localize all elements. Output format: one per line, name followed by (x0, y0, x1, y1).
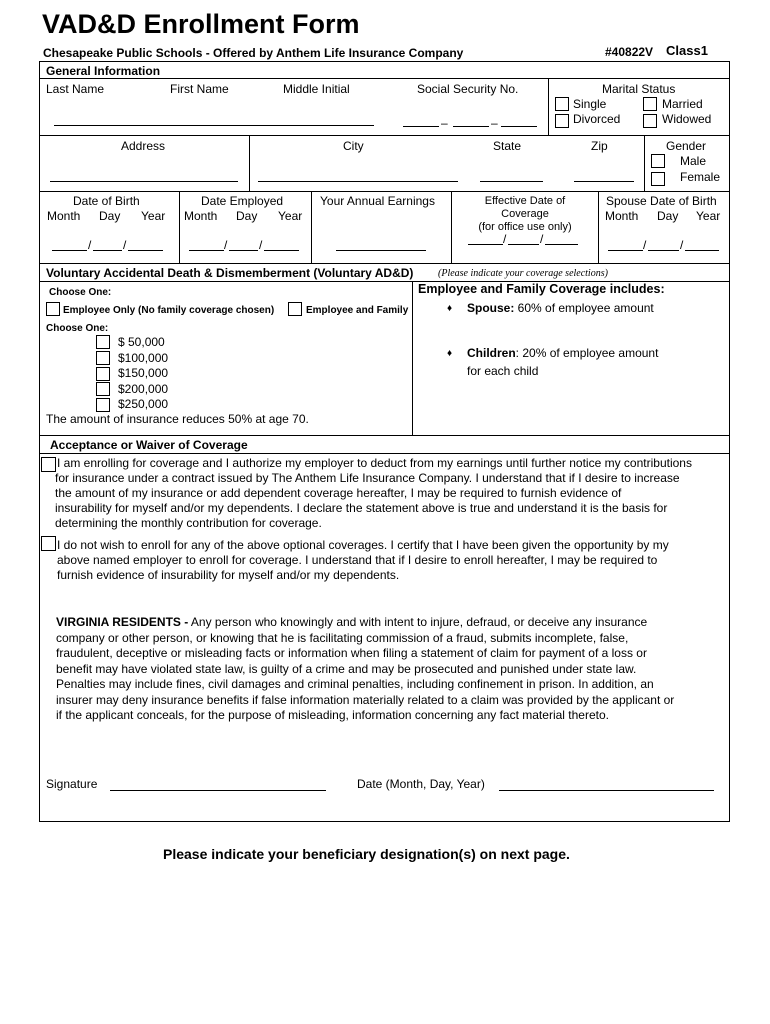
month-label: Month (47, 209, 81, 223)
day-label: Day (99, 209, 121, 223)
bullet-icon: ♦ (447, 303, 453, 314)
employee-only-checkbox[interactable] (46, 302, 60, 316)
single-label: Single (573, 97, 607, 111)
male-checkbox[interactable] (651, 154, 665, 168)
spouse-coverage-text: 60% of employee amount (514, 301, 654, 315)
dob-month-line[interactable] (52, 250, 87, 251)
month-label: Month (605, 209, 639, 223)
amount-200000-label: $200,000 (118, 382, 169, 396)
year-label: Year (141, 209, 166, 223)
waive-text-line: above named employer to enroll for coverage. I understand that if I desire to enroll hereafter, I may be required to (57, 553, 658, 567)
dob-year-line[interactable] (128, 250, 163, 251)
spouse-month-line[interactable] (608, 250, 643, 251)
rule (39, 191, 730, 192)
virginia-first-line: Any person who knowingly and with intent to injure, defraud, or deceive any insurance (188, 615, 648, 629)
name-line[interactable] (54, 125, 374, 126)
rule (644, 135, 645, 191)
ssn-part1-line[interactable] (403, 126, 439, 127)
effective-year-line[interactable] (545, 244, 578, 245)
dob-day-line[interactable] (93, 250, 122, 251)
rule (39, 435, 730, 436)
employee-only-label: Employee Only (No family coverage chosen) (63, 305, 275, 316)
amount-250000-label: $250,000 (118, 397, 169, 411)
address-label: Address (121, 139, 166, 153)
divorced-label: Divorced (573, 112, 621, 126)
general-info-heading: General Information (46, 64, 161, 78)
rule (412, 281, 413, 435)
virginia-text-line: company or other person, or knowing that he is facilitating commission of a fraud, submits incomplete, false, (56, 631, 629, 645)
annual-earnings-line[interactable] (336, 250, 426, 251)
effective-day-line[interactable] (508, 244, 539, 245)
divorced-checkbox[interactable] (555, 114, 569, 128)
date-slash: / (503, 232, 507, 246)
spouse-coverage (467, 301, 654, 315)
rule (179, 191, 180, 263)
married-label: Married (662, 97, 703, 111)
coverage-heading: Voluntary Accidental Death & Dismemberment (Voluntary AD&D) (46, 266, 414, 280)
virginia-text-line: insurer may deny insurance benefits if false information materially related to a claim was provided by the applicant or (56, 693, 675, 707)
state-line[interactable] (480, 181, 543, 182)
gender-label: Gender (666, 139, 707, 153)
signature-label: Signature (46, 777, 98, 791)
effective-date-label: (for office use only) (478, 221, 572, 233)
rule (548, 78, 549, 135)
form-subtitle: Chesapeake Public Schools - Offered by Anthem Life Insurance Company (43, 46, 464, 60)
date-slash: / (643, 238, 647, 252)
waive-text-line: furnish evidence of insurability for myself and/or my dependents. (57, 568, 400, 582)
form-number: #40822V (605, 45, 654, 59)
children-coverage-text-2: for each child (467, 364, 539, 378)
spouse-year-line[interactable] (685, 250, 719, 251)
ssn-part2-line[interactable] (453, 126, 489, 127)
children-coverage-text: : 20% of employee amount (515, 346, 659, 360)
first-name-label: First Name (170, 82, 229, 96)
spouse-day-line[interactable] (648, 250, 679, 251)
virginia-text-line (56, 615, 647, 629)
employed-year-line[interactable] (264, 250, 299, 251)
enroll-text-line: for insurance under a contract issued by The Anthem Life Insurance Company. I understand that if I desire to increase (55, 471, 680, 485)
rule (39, 135, 730, 136)
employee-family-checkbox[interactable] (288, 302, 302, 316)
virginia-text-line: benefit may have violated state law, is guilty of a crime and may be prosecuted and punished under state law. (56, 662, 637, 676)
marital-status-label: Marital Status (602, 82, 676, 96)
amount-250000-checkbox[interactable] (96, 398, 110, 412)
city-label: City (343, 139, 364, 153)
rule (249, 135, 250, 191)
widowed-checkbox[interactable] (643, 114, 657, 128)
date-slash: / (259, 238, 263, 252)
amount-100000-label: $100,000 (118, 351, 169, 365)
female-label: Female (680, 170, 721, 184)
female-checkbox[interactable] (651, 172, 665, 186)
city-line[interactable] (258, 181, 458, 182)
state-label: State (493, 139, 522, 153)
address-line[interactable] (50, 181, 238, 182)
amount-150000-label: $150,000 (118, 366, 169, 380)
virginia-label: VIRGINIA RESIDENTS - (56, 615, 189, 629)
employee-family-label: Employee and Family (306, 305, 409, 316)
waive-checkbox[interactable] (41, 536, 56, 551)
rule (39, 453, 730, 454)
reduction-note: The amount of insurance reduces 50% at age 70. (46, 412, 309, 426)
enroll-checkbox[interactable] (41, 457, 56, 472)
zip-line[interactable] (574, 181, 634, 182)
ssn-separator: – (491, 116, 498, 130)
date-label: Date (Month, Day, Year) (357, 777, 485, 791)
virginia-text-line: Penalties may include fines, civil damages and criminal penalties, including confinement in prison. In addition, an (56, 677, 654, 691)
date-employed-label: Date Employed (201, 194, 284, 208)
middle-initial-label: Middle Initial (283, 82, 350, 96)
married-checkbox[interactable] (643, 97, 657, 111)
enroll-text-line: I am enrolling for coverage and I authorize my employer to deduct from my earnings until further notice my contributions (57, 456, 692, 470)
month-label: Month (184, 209, 218, 223)
effective-date-label: Effective Date of (484, 195, 566, 207)
annual-earnings-label: Your Annual Earnings (320, 194, 435, 208)
zip-label: Zip (591, 139, 608, 153)
choose-one-label: Choose One: (49, 287, 112, 298)
family-coverage-heading: Employee and Family Coverage includes: (418, 282, 665, 296)
amount-50000-checkbox[interactable] (96, 335, 110, 349)
form-title: VAD&D Enrollment Form (42, 9, 360, 39)
last-name-label: Last Name (46, 82, 105, 96)
rule (39, 263, 730, 264)
ssn-label: Social Security No. (417, 82, 519, 96)
rule (39, 78, 730, 79)
choose-one-label: Choose One: (46, 323, 109, 334)
acceptance-heading: Acceptance or Waiver of Coverage (50, 438, 248, 452)
year-label: Year (696, 209, 721, 223)
effective-date-label: Coverage (501, 208, 549, 220)
ssn-part3-line[interactable] (501, 126, 537, 127)
date-slash: / (540, 232, 544, 246)
widowed-label: Widowed (662, 112, 712, 126)
effective-month-line[interactable] (468, 244, 503, 245)
virginia-text-line: if the applicant conceals, for the purpose of misleading, information concerning any fact material thereto. (56, 708, 609, 722)
date-slash: / (123, 238, 127, 252)
enroll-text-line: the amount of my insurance or add dependent coverage hereafter, I may be required to furnish evidence of (55, 486, 622, 500)
amount-100000-checkbox[interactable] (96, 351, 110, 365)
employed-day-line[interactable] (229, 250, 258, 251)
amount-50000-label: $ 50,000 (118, 335, 165, 349)
signature-line[interactable] (110, 790, 326, 791)
enroll-text-line: determining the monthly contribution for coverage. (55, 516, 322, 530)
dob-label: Date of Birth (73, 194, 140, 208)
date-line[interactable] (499, 790, 714, 791)
year-label: Year (278, 209, 303, 223)
bullet-icon: ♦ (447, 348, 453, 359)
rule (598, 191, 599, 263)
rule (311, 191, 312, 263)
class-label: Class1 (666, 43, 708, 58)
single-checkbox[interactable] (555, 97, 569, 111)
spouse-dob-label: Spouse Date of Birth (606, 194, 717, 208)
children-coverage (467, 346, 658, 360)
date-slash: / (680, 238, 684, 252)
date-slash: / (224, 238, 228, 252)
virginia-text-line: fraudulent, deceptive or misleading facts or information when filing a statement of claim for payment of a loss or (56, 646, 647, 660)
ssn-separator: – (441, 116, 448, 130)
employed-month-line[interactable] (189, 250, 224, 251)
day-label: Day (657, 209, 679, 223)
coverage-heading-note: (Please indicate your coverage selections) (438, 268, 608, 279)
children-coverage-label: Children (467, 346, 516, 360)
spouse-coverage-label: Spouse: (467, 301, 515, 315)
waive-text-line: I do not wish to enroll for any of the above optional coverages. I certify that I have been given the opportunity by my (57, 538, 669, 552)
male-label: Male (680, 154, 707, 168)
beneficiary-note: Please indicate your beneficiary designation(s) on next page. (163, 846, 570, 862)
day-label: Day (236, 209, 258, 223)
date-slash: / (88, 238, 92, 252)
amount-200000-checkbox[interactable] (96, 382, 110, 396)
enroll-text-line: insurability for myself and/or my dependents. I declare the statement above is true and understand it is the basis for (55, 501, 668, 515)
amount-150000-checkbox[interactable] (96, 367, 110, 381)
